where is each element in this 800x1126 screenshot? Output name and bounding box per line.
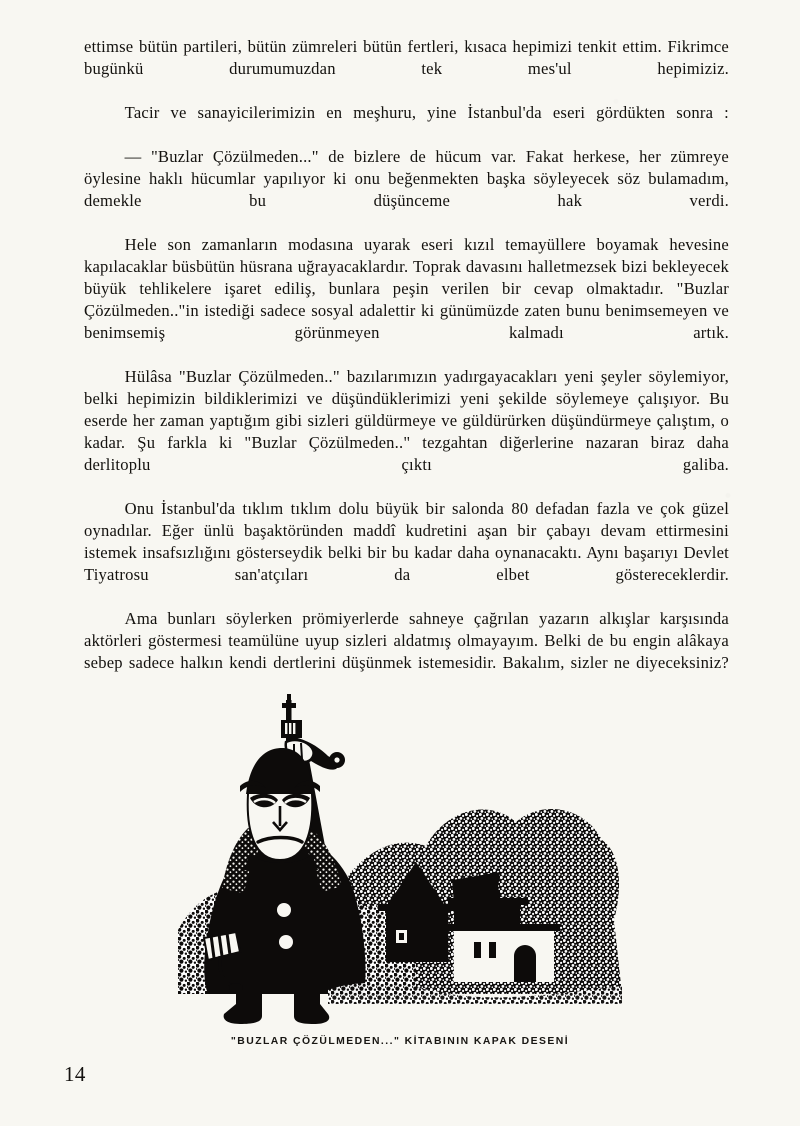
coat-button (277, 903, 291, 917)
white-house-with-arched-door (448, 924, 560, 982)
body-text-block (84, 36, 729, 696)
coat-button (279, 935, 293, 949)
paragraph: ettimse bütün partileri, bütün zümreleri bütün fertleri, kısaca hepimizi tenkit ettim. Fikrimce bugünkü durumumuzdan tek mes'ul hepimiziz. (84, 37, 729, 78)
paragraph: Hele son zamanların modasına uyarak eseri kızıl temayüllere boyamak hevesine kapılacaklar büsbütün hüsrana uğrayacaklardır. Toprak davasını halletmezsek bizi bekleyecek büyük tehlikelere işaret ediliş, bunlara peşin verilen bir cevap olmaktadır. "Buzlar Çözülmeden.."in istediği sadece sosyal adalettir ki günümüzde zaten bunu benimsemeyen ve benimsemiş görünmeyen kalmadı artık. (84, 235, 729, 342)
book-cover-illustration (178, 694, 622, 1028)
paragraph: — "Buzlar Çözülmeden..." de bizlere de hücum var. Fakat herkese, her zümreye öylesine haklı hücumlar yapılıyor ki onu beğenmekten başka söyleyecek söz bulamadım, demekle bu düşünceme hak verdi. (84, 147, 729, 210)
paragraph: Ama bunları söylerken prömiyerlerde sahneye çağrılan yazarın alkışlar karşısında aktörleri göstermesi teamülüne uyup sizleri aldatmış olmayayım. Belki de bu engin alâkaya sebep sadece halkın kendi dertlerini düşünmek istemesidir. Bakalım, sizler ne diyeceksiniz? (84, 609, 729, 672)
illustration-caption: "BUZLAR ÇÖZÜLMEDEN..." KİTABININ KAPAK DESENİ (230, 1036, 570, 1047)
paragraph: Hülâsa "Buzlar Çözülmeden.." bazılarımızın yadırgayacakları yeni şeyler söylemiyor, belki hepimizin bildiklerimizi ve düşündüklerimizi yeni şekilde söylemeye çalışıyor. Bu eserde her zaman yaptığım gibi sizleri güldürmeye ve güldürürken düşündürmeye çalıştım, o kadar. Şu farkla ki "Buzlar Çözülmeden.." tezgahtan diğerlerine nazaran biraz daha derlitoplu çıktı galiba. (84, 367, 729, 474)
page-number: 14 (64, 1062, 86, 1086)
paragraph: Tacir ve sanayicilerimizin en meşhuru, yine İstanbul'da eseri gördükten sonra : (124, 103, 729, 122)
paragraph: Onu İstanbul'da tıklım tıklım dolu büyük bir salonda 80 defadan fazla ve çok güzel oynadılar. Eğer ünlü başaktöründen maddî kudretini aşan bir çabayı devam ettirmesini istemek insafsızlığını gösterseydik belki bir bu kadar daha oynanacaktı. Aynı başarıyı Devlet Tiyatrosu san'atçıları da elbet göstereceklerdir. (84, 499, 729, 584)
